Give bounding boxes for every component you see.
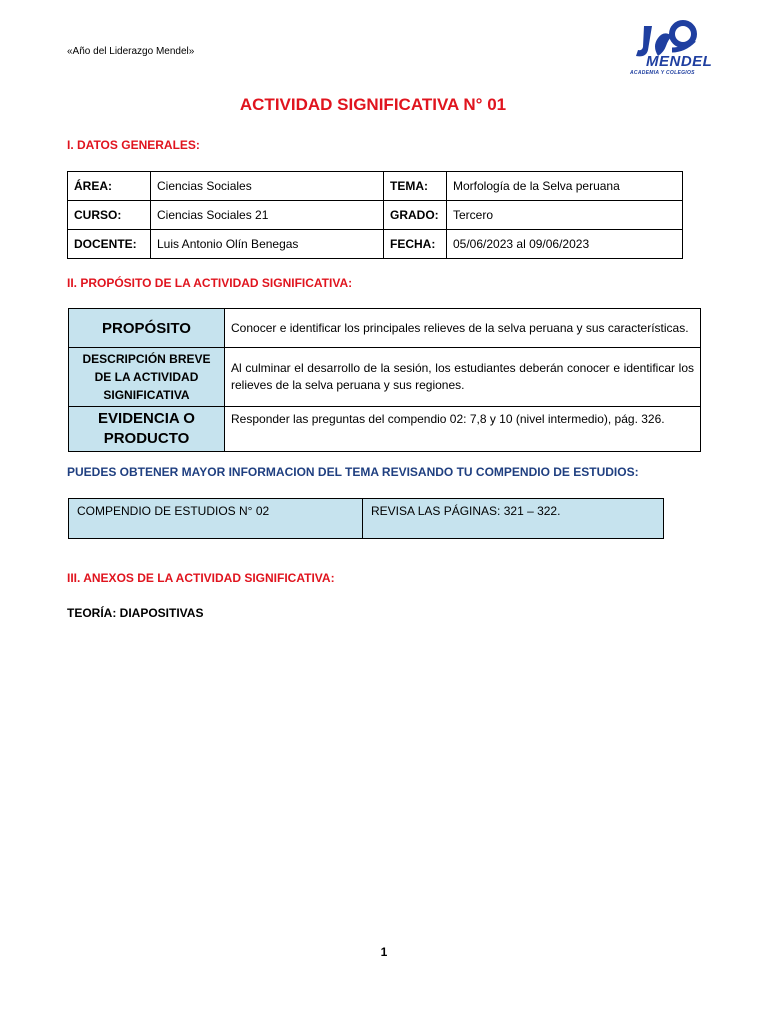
cell-value: Morfología de la Selva peruana xyxy=(447,172,683,201)
cell-value: 05/06/2023 al 09/06/2023 xyxy=(447,230,683,259)
table-row xyxy=(69,309,701,348)
proposito-table xyxy=(68,308,701,452)
cell-label: GRADO: xyxy=(384,201,447,230)
compendio-table xyxy=(68,498,664,539)
cell-label: DOCENTE: xyxy=(68,230,151,259)
cell-label: CURSO: xyxy=(68,201,151,230)
cell-value: Tercero xyxy=(447,201,683,230)
table-row xyxy=(69,499,664,539)
table-row xyxy=(69,407,701,452)
cell-label: EVIDENCIA O PRODUCTO xyxy=(69,407,225,452)
cell-value: Luis Antonio Olín Benegas xyxy=(151,230,384,259)
cell-label: DESCRIPCIÓN BREVE DE LA ACTIVIDAD SIGNIFICATIVA xyxy=(69,348,225,407)
table-row xyxy=(68,172,683,201)
page-number: 1 xyxy=(380,945,388,959)
table-row xyxy=(68,230,683,259)
table-row xyxy=(69,348,701,407)
section-anexos-heading: III. ANEXOS DE LA ACTIVIDAD SIGNIFICATIVA: xyxy=(67,571,335,585)
section-datos-generales-heading: I. DATOS GENERALES: xyxy=(67,138,200,152)
cell-text: Al culminar el desarrollo de la sesión, los estudiantes deberán conocer e identificar los relieves de la selva peruana y sus regiones. xyxy=(225,348,701,407)
compendio-heading: PUEDES OBTENER MAYOR INFORMACION DEL TEMA REVISANDO TU COMPENDIO DE ESTUDIOS: xyxy=(67,465,639,479)
section-proposito-heading: II. PROPÓSITO DE LA ACTIVIDAD SIGNIFICATIVA: xyxy=(67,276,353,290)
header-year-text: «Año del Liderazgo Mendel» xyxy=(67,46,195,57)
cell-label: FECHA: xyxy=(384,230,447,259)
compendio-pages: REVISA LAS PÁGINAS: 321 – 322. xyxy=(363,499,664,539)
datos-generales-table xyxy=(67,171,683,259)
cell-label: PROPÓSITO xyxy=(69,309,225,348)
table-row xyxy=(68,201,683,230)
cell-text: Conocer e identificar los principales relieves de la selva peruana y sus características. xyxy=(225,309,701,348)
cell-label: TEMA: xyxy=(384,172,447,201)
cell-value: Ciencias Sociales 21 xyxy=(151,201,384,230)
compendio-number: COMPENDIO DE ESTUDIOS N° 02 xyxy=(69,499,363,539)
logo-wordmark: MENDEL xyxy=(646,53,713,70)
teoria-label: TEORÍA: DIAPOSITIVAS xyxy=(67,606,204,620)
mendel-logo xyxy=(628,20,713,80)
logo-subtitle: ACADEMIA Y COLEGIOS xyxy=(630,70,695,76)
cell-label: ÁREA: xyxy=(68,172,151,201)
cell-value: Ciencias Sociales xyxy=(151,172,384,201)
page-title: ACTIVIDAD SIGNIFICATIVA N° 01 xyxy=(239,95,507,114)
cell-text: Responder las preguntas del compendio 02: 7,8 y 10 (nivel intermedio), pág. 326. xyxy=(225,407,701,452)
